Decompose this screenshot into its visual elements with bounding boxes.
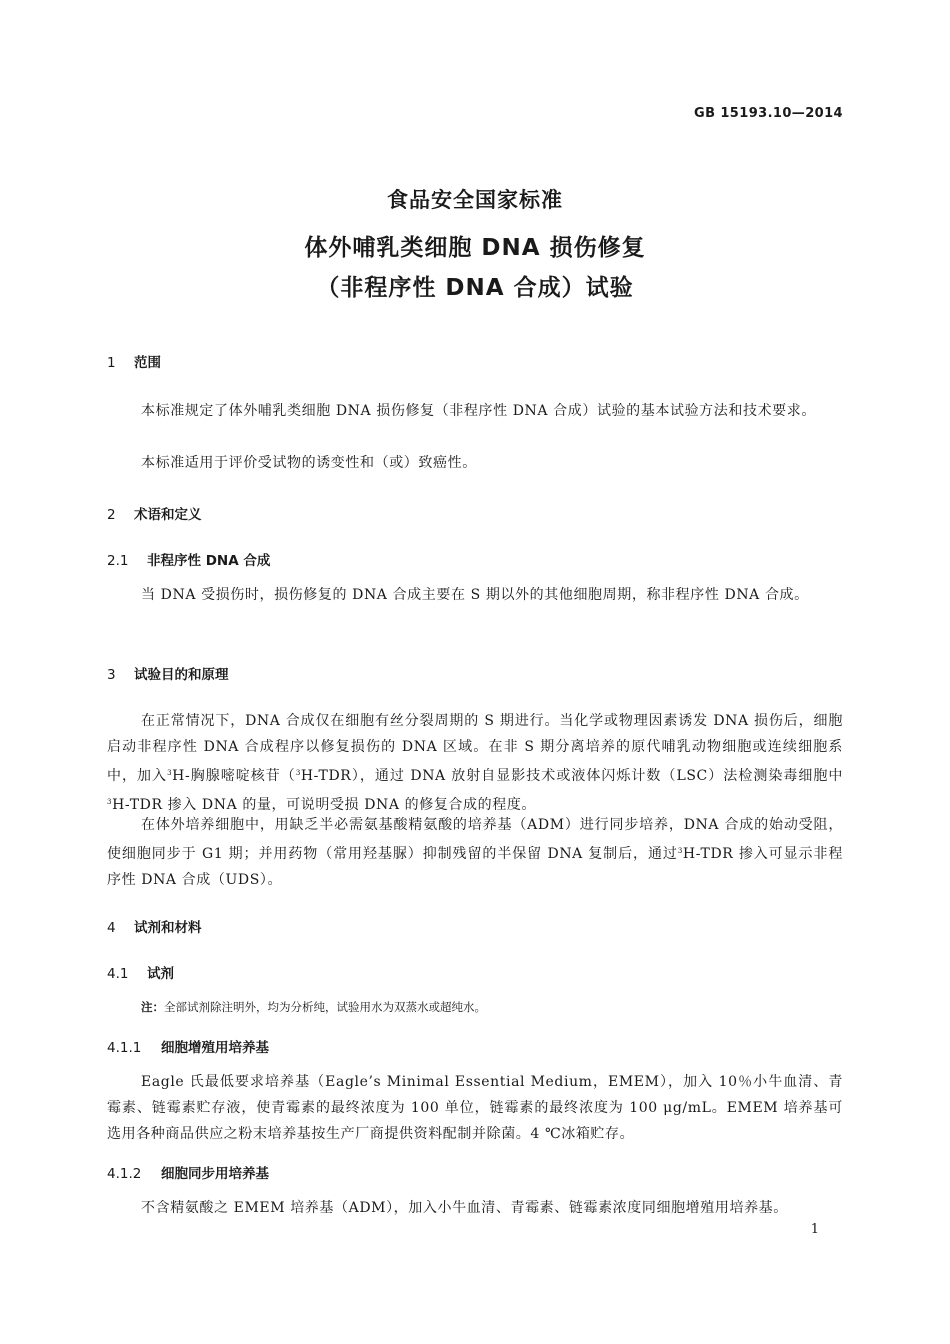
section-3-heading: [107, 663, 229, 683]
section-4-1-1-paragraph: Eagle 氏最低要求培养基（Eagle’s Minimal Essential Medium，EMEM），加入 10％小牛血清、青霉素、链霉素贮存液，使青霉素的最终浓度为 100 单位，链霉素的最终浓度为 100 μg/mL。EMEM 培养基可选用各种商品供应之粉末培养基按生产厂商提供资料配制并除菌。4 ℃冰箱贮存。: [107, 1074, 843, 1142]
section-title: 非程序性 DNA 合成: [147, 553, 271, 569]
title-line-2: 体外哺乳类细胞 DNA 损伤修复: [304, 235, 646, 261]
section-number: 2.1: [107, 553, 129, 569]
section-title: 细胞增殖用培养基: [161, 1040, 269, 1056]
section-title: 试剂: [147, 966, 174, 982]
section-2-1-heading: [107, 549, 270, 569]
section-number: 1: [107, 355, 116, 371]
section-1-paragraph-2: 本标准适用于评价受试物的诱变性和（或）致癌性。: [141, 455, 477, 471]
section-4-1-heading: [107, 962, 174, 982]
section-1-heading: [107, 351, 161, 371]
section-title: 试验目的和原理: [134, 667, 229, 683]
section-number: 4: [107, 920, 116, 936]
section-number: 4.1: [107, 966, 129, 982]
section-3-paragraph-1: 在正常情况下，DNA 合成仅在细胞有丝分裂周期的 S 期进行。当化学或物理因素诱发 DNA 损伤后，细胞启动非程序性 DNA 合成程序以修复损伤的 DNA 区域。在非 S 期分离培养的原代哺乳动物细胞或连续细胞系中，加入$^3$H-胸腺嘧啶核苷（$^3$H-TDR），通过 DNA 放射自显影技术或液体闪烁计数（LSC）法检测染毒细胞中$^3$H-TDR 掺入 DNA 的量，可说明受损 DNA 的修复合成的程度。: [107, 713, 843, 813]
standard-number: GB 15193.10—2014: [694, 106, 843, 121]
section-4-heading: [107, 916, 202, 936]
title-line-1: 食品安全国家标准: [387, 188, 563, 212]
section-1-paragraph-1: 本标准规定了体外哺乳类细胞 DNA 损伤修复（非程序性 DNA 合成）试验的基本试验方法和技术要求。: [141, 403, 816, 419]
page-number: 1: [810, 1222, 819, 1237]
section-4-1-2-paragraph: 不含精氨酸之 EMEM 培养基（ADM），加入小牛血清、青霉素、链霉素浓度同细胞增殖用培养基。: [141, 1200, 788, 1216]
reagent-note: [141, 999, 486, 1015]
section-number: 3: [107, 667, 116, 683]
note-text: 全部试剂除注明外，均为分析纯，试验用水为双蒸水或超纯水。: [164, 1000, 486, 1014]
section-2-1-paragraph: 当 DNA 受损伤时，损伤修复的 DNA 合成主要在 S 期以外的其他细胞周期，称非程序性 DNA 合成。: [141, 587, 809, 603]
section-title: 试剂和材料: [134, 920, 202, 936]
section-4-1-2-heading: [107, 1162, 269, 1182]
section-title: 范围: [134, 355, 161, 371]
section-title: 术语和定义: [134, 507, 202, 523]
section-number: 4.1.2: [107, 1166, 142, 1182]
section-2-heading: [107, 503, 202, 523]
section-number: 4.1.1: [107, 1040, 142, 1056]
section-title: 细胞同步用培养基: [161, 1166, 269, 1182]
section-number: 2: [107, 507, 116, 523]
section-3-paragraph-2: 在体外培养细胞中，用缺乏半必需氨基酸精氨酸的培养基（ADM）进行同步培养，DNA 合成的始动受阻，使细胞同步于 G1 期；并用药物（常用羟基脲）抑制残留的半保留 DNA 复制后，通过$^3$H-TDR 掺入可显示非程序性 DNA 合成（UDS）。: [107, 817, 843, 888]
title-line-3: （非程序性 DNA 合成）试验: [316, 275, 634, 301]
section-4-1-1-heading: [107, 1036, 269, 1056]
note-label: 注：: [141, 1000, 164, 1014]
